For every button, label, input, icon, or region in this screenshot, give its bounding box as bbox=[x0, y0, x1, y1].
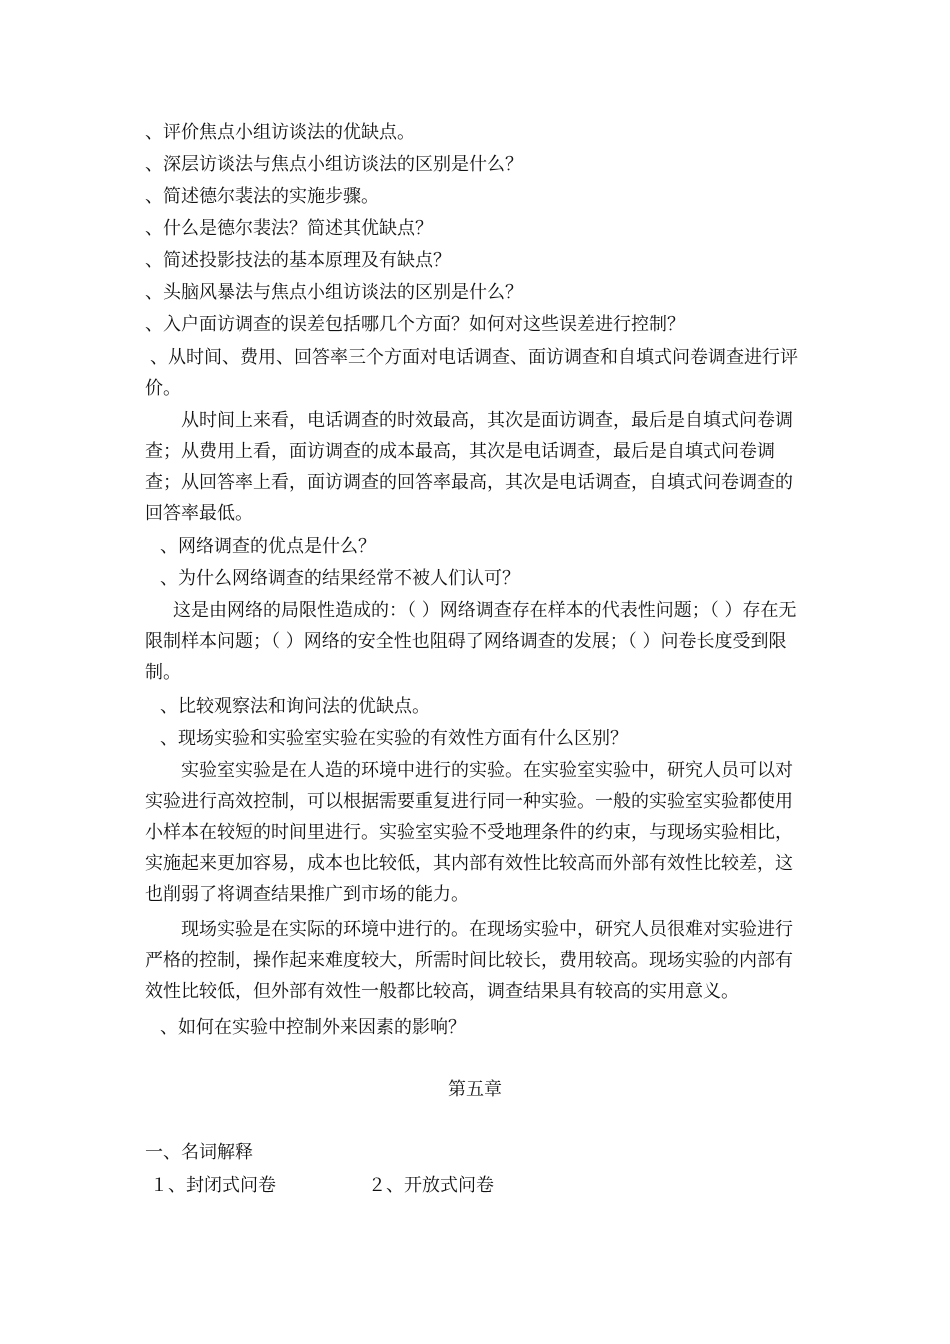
answer-lab-experiment: 实验室实验是在人造的环境中进行的实验。在实验室实验中，研究人员可以对实验进行高效控制，可以根据需要重复进行同一种实验。一般的实验室实验都使用小样本在较短的时间里进行。实验室实验不受地理条件的约束，与现场实验相比，实施起来更加容易，成本也比较低，其内部有效性比较高而外部有效性比较差，这也削弱了将调查结果推广到市场的能力。 bbox=[145, 760, 793, 905]
section-title: 一、名词解释 bbox=[145, 1142, 253, 1163]
chapter-title: 第五章 bbox=[448, 1079, 502, 1100]
question-line: 、什么是德尔裴法？简述其优缺点？ bbox=[145, 218, 433, 239]
question-external-factors: 、如何在实验中控制外来因素的影响？ bbox=[160, 1017, 466, 1038]
answer-compare: 从时间上来看，电话调查的时效最高，其次是面访调查，最后是自填式问卷调查；从费用上看，面访调查的成本最高，其次是电话调查，最后是自填式问卷调查；从回答率上看，面访调查的回答率最高，其次是电话调查，自填式问卷调查的回答率最低。 bbox=[145, 410, 793, 524]
question-line: 、简述德尔裴法的实施步骤。 bbox=[145, 186, 379, 207]
question-network-advantages: 、网络调查的优点是什么？ bbox=[160, 536, 376, 557]
question-network-recognition: 、为什么网络调查的结果经常不被人们认可？ bbox=[160, 568, 520, 589]
question-line: 、入户面访调查的误差包括哪几个方面？如何对这些误差进行控制？ bbox=[145, 314, 685, 335]
question-observation: 、比较观察法和询问法的优缺点。 bbox=[160, 696, 430, 717]
question-compare: 、从时间、费用、回答率三个方面对电话调查、面访调查和自填式问卷调查进行评价。 bbox=[145, 347, 798, 399]
answer-field-experiment: 现场实验是在实际的环境中进行的。在现场实验中，研究人员很难对实验进行严格的控制，操作起来难度较大，所需时间比较长，费用较高。现场实验的内部有效性比较低，但外部有效性一般都比较高，调查结果具有较高的实用意义。 bbox=[145, 919, 793, 1002]
answer-network-recognition: 这是由网络的局限性造成的：（ ）网络调查存在样本的代表性问题；（ ）存在无限制样本问题；（ ）网络的安全性也阻碍了网络调查的发展；（ ）问卷长度受到限制。 bbox=[145, 600, 797, 683]
question-line: 、深层访谈法与焦点小组访谈法的区别是什么？ bbox=[145, 154, 523, 175]
question-line: 、评价焦点小组访谈法的优缺点。 bbox=[145, 122, 415, 143]
question-experiment-validity: 、现场实验和实验室实验在实验的有效性方面有什么区别？ bbox=[160, 728, 628, 749]
question-line: 、头脑风暴法与焦点小组访谈法的区别是什么？ bbox=[145, 282, 523, 303]
term-item: １、封闭式问卷 bbox=[150, 1175, 276, 1196]
question-line: 、简述投影技法的基本原理及有缺点？ bbox=[145, 250, 451, 271]
term-item: ２、开放式问卷 bbox=[368, 1175, 494, 1196]
